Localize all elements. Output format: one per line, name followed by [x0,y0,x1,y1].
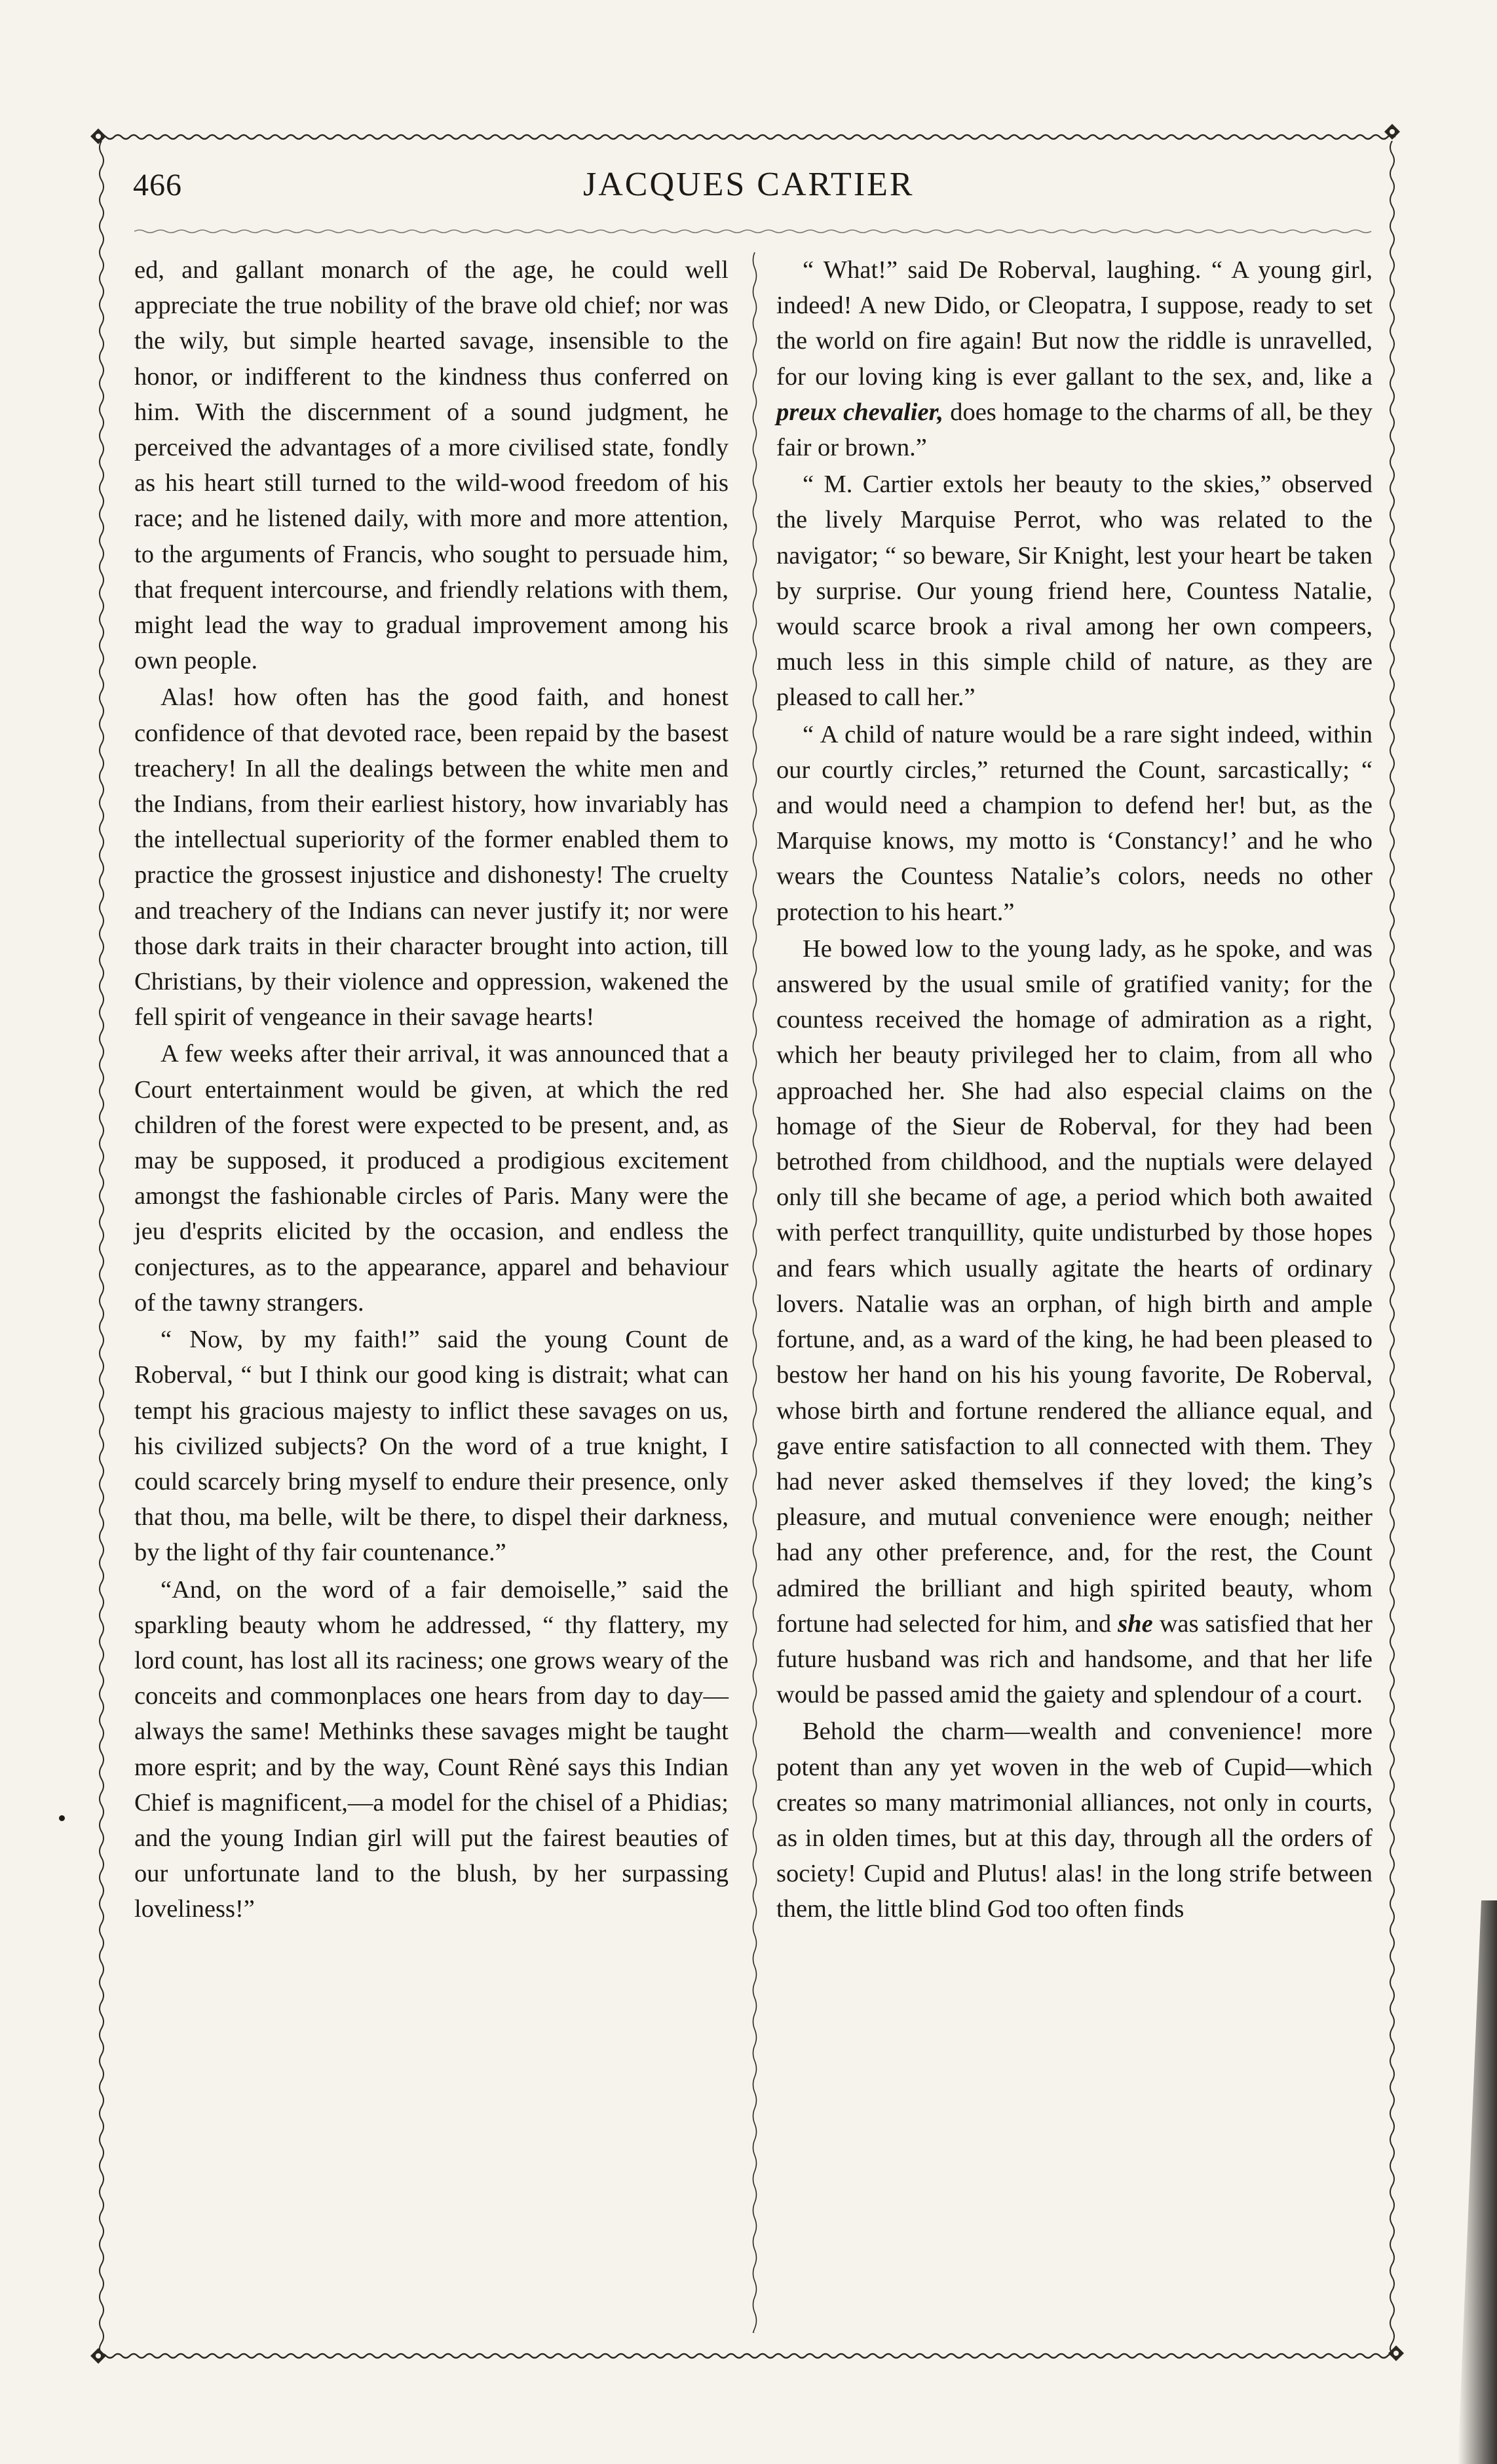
paragraph [776,931,1373,1712]
right-ornament-rule [1388,141,1397,2353]
corner-ornament-bottom-left [90,2347,107,2364]
page-edge-shadow [1458,1900,1497,2464]
right-text-column [776,252,1373,1927]
italic-word: she [1118,1609,1153,1638]
paragraph: Behold the charm—wealth and convenience! more potent than any yet woven in the web of Cupid—which creates so many matrimonial alliances, not only in courts, as in olden times, but at this day, through all the orders of society! Cupid and Plutus! alas! in the long strife between them, the little blind God too often finds [776,1718,1373,1923]
paragraph-text: does homage to the charms of all, be they fair or brown.” [776,398,1373,462]
ink-speck [59,1815,65,1821]
corner-ornament-bottom-right [1388,2345,1405,2362]
corner-ornament-top-right [1384,123,1401,140]
page-number: 466 [133,168,182,202]
paragraph: “ A child of nature would be a rare sight indeed, within our courtly circles,” returned the Count, sarcastically; “ and would need a champion to defend her! but, as the Marquise knows, my motto is ‘Constancy!’ and he who wears the Countess Natalie’s colors, needs no other protection to his heart.” [776,720,1373,926]
paragraph-text: “ What!” said De Roberval, laughing. “ A young girl, indeed! A new Dido, or Cleopatra, I suppose, ready to set the world on fire again! But now the riddle is unravelled, for our loving king is ever gallant to the sex, and, like a [776,256,1373,391]
corner-ornament-top-left [90,128,107,145]
paragraph-text: was satisfied that her future husband was rich and handsome, and that her life would be passed amid the gaiety and splendour of a court. [776,1609,1373,1709]
left-text-column [134,252,729,1927]
header-underline-rule [134,227,1376,236]
paragraph: A few weeks after their arrival, it was announced that a Court entertainment would be given, at which the red children of the forest were expected to be present, and, as may be supposed, it produced a prodigious excitement amongst the fashionable circles of Paris. Many were the jeu d'esprits elicited by the occasion, and endless the conjectures, as to the appearance, apparel and behaviour of the tawny strangers. [134,1040,729,1317]
paragraph: “ Now, by my faith!” said the young Count de Roberval, “ but I think our good king is distrait; what can tempt his gracious majesty to inflict these savages on us, his civilized subjects? On the word of a true knight, I could scarcely bring myself to endure their presence, only that thou, ma belle, wilt be there, to dispel their darkness, by the light of thy fair countenance.” [134,1326,729,1567]
italic-phrase: preux chevalier, [776,398,944,426]
bottom-ornament-rule [98,2351,1399,2360]
paragraph: ed, and gallant monarch of the age, he could well appreciate the true nobility of the brave old chief; nor was the wily, but simple hearted savage, insensible to the honor, or indifferent to the kindness thus conferred on him. With the discernment of a sound judgment, he perceived the advantages of a more civilised state, fondly as his heart still turned to the wild-wood freedom of his race; and he listened daily, with more and more attention, to the arguments of Francis, who sought to persuade him, that frequent intercourse, and friendly relations with them, might lead the way to gradual improvement among his own people. [134,256,729,675]
top-ornament-rule [98,132,1395,142]
paragraph [776,252,1373,465]
paragraph: “ M. Cartier extols her beauty to the skies,” observed the lively Marquise Perrot, who was related to the navigator; “ so beware, Sir Knight, lest your heart be taken by surprise. Our young friend here, Countess Natalie, would scarce brook a rival among her own compeers, much less in this simple child of nature, as they are pleased to call her.” [776,471,1373,712]
paragraph-text: He bowed low to the young lady, as he spoke, and was answered by the usual smile of gratified vanity; for the countess received the homage of admiration as a right, which her beauty privileged her to claim, from all who approached her. She had also especial claims on the homage of the Sieur de Roberval, for they had been betrothed from childhood, and the nuptials were delayed only till she became of age, a period which both awaited with perfect tranquillity, quite undisturbed by those hopes and fears which usually agitate the hearts of ordinary lovers. Natalie was an orphan, of high birth and ample fortune, and, as a ward of the king, he had been pleased to bestow her hand on his his young favorite, De Roberval, whose birth and fortune rendered the alliance equal, and gave entire satisfaction to all connected with them. They had never asked themselves if they loved; the king’s pleasure, and mutual convenience were enough; neither had any other preference, and, for the rest, the Count admired the brilliant and high spirited beauty, whom fortune had selected for him, and [776,934,1373,1638]
paragraph: Alas! how often has the good faith, and honest confidence of that devoted race, been repaid by the basest treachery! In all the dealings between the white men and the Indians, from their earliest history, how invariably has the intellectual superiority of the former enabled them to practice the grossest injustice and dishonesty! The cruelty and treachery of the Indians can never justify it; nor were those dark traits in their character brought into action, till Christians, by their violence and oppression, wakened the fell spirit of vengeance in their savage hearts! [134,683,729,1031]
left-ornament-rule [97,141,106,2353]
center-column-rule [750,252,759,2333]
running-title: JACQUES CARTIER [583,166,915,203]
paragraph: “And, on the word of a fair demoiselle,” said the sparkling beauty whom he addressed, “ thy flattery, my lord count, has lost all its raciness; one grows weary of the conceits and commonplaces one hears from day to day—always the same! Methinks these savages might be taught more esprit; and by the way, Count Rèné says this Indian Chief is magnificent,—a model for the chisel of a Phidias; and the young Indian girl will put the fairest beauties of our unfortunate land to the blush, by her surpassing loveliness!” [134,1575,729,1923]
